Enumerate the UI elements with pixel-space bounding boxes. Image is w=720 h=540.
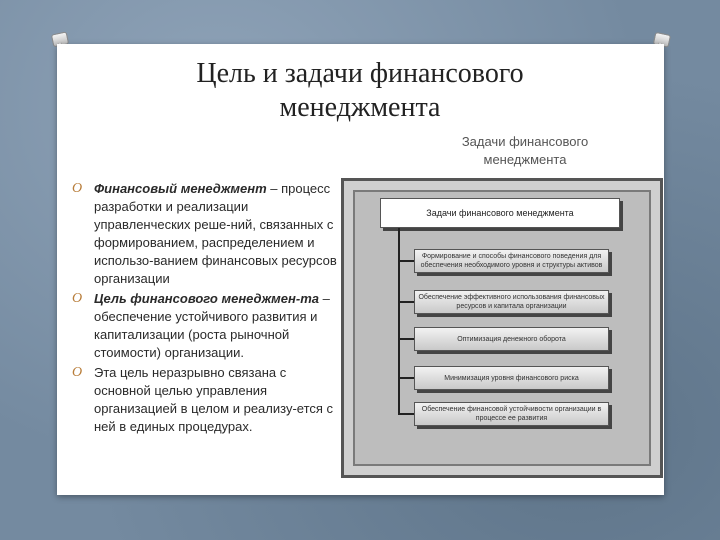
task-box: Минимизация уровня финансового риска <box>414 366 609 390</box>
task-box: Обеспечение финансовой устойчивости организации в процессе ее развития <box>414 402 609 426</box>
diagram-subtitle <box>430 133 620 169</box>
bullet-marker-icon: O <box>72 365 83 380</box>
diagram-trunk-line <box>398 228 400 413</box>
connector-line <box>398 338 414 340</box>
connector-line <box>398 260 414 262</box>
bullet-marker-icon: O <box>72 181 83 196</box>
bullet-marker-icon: O <box>72 291 83 306</box>
bullet-text: – процесс разработки и реализации управленческих реше-ний, связанных с формированием, распределением и использо-ванием финансовых ресурсов организации <box>94 181 337 286</box>
connector-line <box>398 377 414 379</box>
bullet-definition <box>72 180 342 288</box>
slide-title-line-1: Цель и задачи финансового <box>196 58 524 89</box>
task-box: Формирование и способы финансового поведения для обеспечения необходимого уровня и структуры активов <box>414 249 609 273</box>
bullet-list <box>72 180 342 438</box>
slide-title-line-2: менеджмента <box>279 92 441 123</box>
bullet-term: Цель финансового менеджмен-та <box>94 291 319 306</box>
bullet-text: – обеспечение устойчивого развития и капитализации (роста рыночной стоимости) организации. <box>94 291 330 360</box>
connector-line <box>398 413 414 415</box>
bullet-relation <box>72 364 342 436</box>
bullet-goal <box>72 290 342 362</box>
bullet-text: Эта цель неразрывно связана с основной целью управления организацией в целом и реализу-ется с ней в единых процедурах. <box>94 365 334 434</box>
subtitle-line-1: Задачи финансового <box>461 134 589 149</box>
task-box: Оптимизация денежного оборота <box>414 327 609 351</box>
bullet-term: Финансовый менеджмент <box>94 181 267 196</box>
connector-line <box>398 301 414 303</box>
task-box: Обеспечение эффективного использования финансовых ресурсов и капитала организации <box>414 290 609 314</box>
subtitle-line-2: менеджмента <box>483 152 567 167</box>
slide-title <box>100 57 620 125</box>
diagram-title-box: Задачи финансового менеджмента <box>380 198 620 228</box>
